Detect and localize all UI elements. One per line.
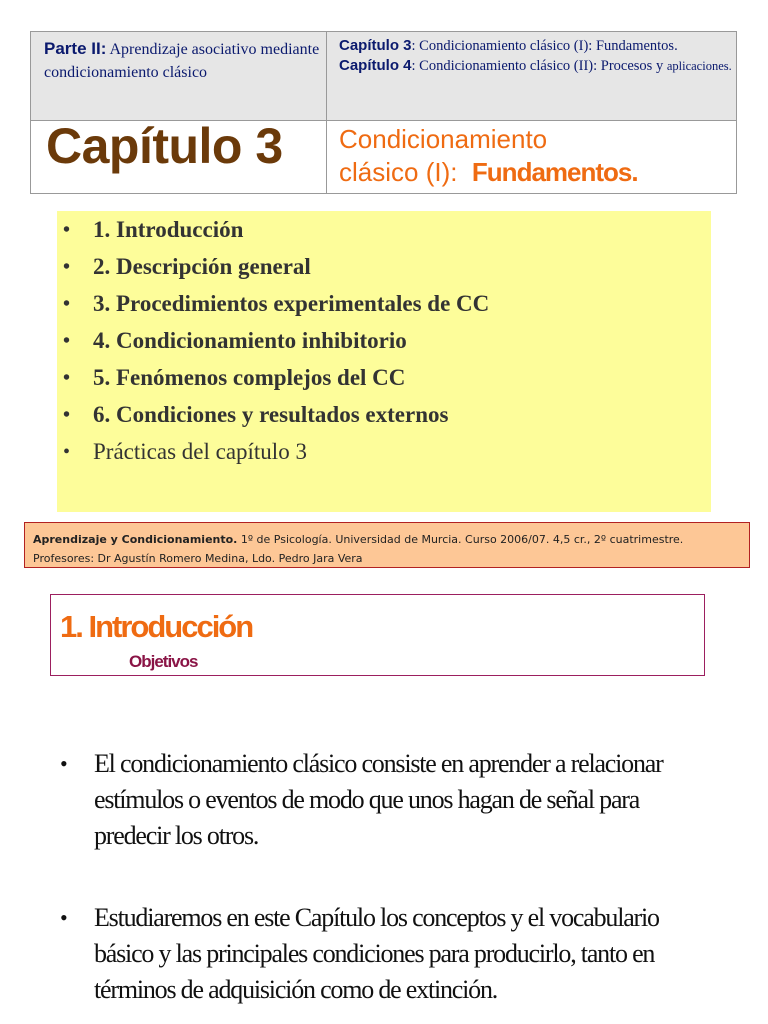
cap4-label: Capítulo 4 — [339, 57, 412, 74]
objective-text-2: Estudiaremos en este Capítulo los conceptos y el vocabulario básico y las principales condiciones para producirlo, tanto en términos de adquisición como de extinción. — [94, 903, 659, 1004]
section-title: 1. Introducción — [60, 609, 253, 644]
parte-cell — [31, 32, 327, 121]
objective-paragraph-2 — [60, 900, 700, 1008]
toc-item[interactable] — [63, 401, 489, 438]
section-header-box — [50, 594, 705, 676]
chapter-number: Capítulo 3 — [46, 118, 283, 174]
chapter-title-line2b: Fundamentos. — [471, 157, 638, 187]
chapter-title-line2a: clásico (I): — [339, 157, 458, 187]
bullet-icon: • — [63, 441, 71, 463]
parte-description: Aprendizaje asociativo mediante condicionamiento clásico — [44, 41, 320, 81]
toc-item-label: 1. Introducción — [93, 217, 244, 242]
course-details: 1º de Psicología. Universidad de Murcia. Curso 2006/07. 4,5 cr., 2º cuatrimestre. — [237, 533, 684, 546]
chapters-reference — [339, 36, 736, 76]
cap3-label: Capítulo 3 — [339, 37, 412, 54]
toc-item-label: 2. Descripción general — [93, 254, 311, 279]
toc-item-label: 3. Procedimientos experimentales de CC — [93, 291, 490, 316]
parte-label: Parte II: — [44, 39, 107, 58]
bullet-icon: • — [63, 404, 71, 426]
toc-list — [63, 216, 489, 475]
header-table — [30, 31, 737, 194]
bullet-icon: • — [63, 256, 71, 278]
bullet-icon: • — [63, 367, 71, 389]
toc-item-label: 6. Condiciones y resultados externos — [93, 402, 449, 427]
toc-item[interactable] — [63, 290, 489, 327]
chapter-title-line1: Condicionamiento — [339, 124, 548, 154]
course-line-2: Profesores: Dr Agustín Romero Medina, Ldo. Pedro Jara Vera — [33, 552, 363, 565]
chapter-number-cell — [31, 118, 327, 193]
toc-item-label: 4. Condicionamiento inhibitorio — [93, 328, 407, 353]
cap4-text: : Condicionamiento clásico (II): Procesos y — [411, 58, 664, 74]
toc-item[interactable] — [63, 327, 489, 364]
section-subtitle: Objetivos — [129, 652, 198, 671]
course-name: Aprendizaje y Condicionamiento. — [33, 533, 238, 546]
toc-item[interactable] — [63, 438, 489, 475]
chapter-title-cell — [327, 121, 736, 193]
bullet-icon: • — [60, 905, 67, 930]
cap3-text: : Condicionamiento clásico (I): Fundamentos. — [411, 38, 678, 54]
objective-text-1: El condicionamiento clásico consiste en aprender a relacionar estímulos o eventos de modo que unos hagan de señal para predecir los otros. — [94, 749, 663, 850]
toc-item[interactable] — [63, 216, 489, 253]
toc-item[interactable] — [63, 364, 489, 401]
bullet-icon: • — [63, 293, 71, 315]
toc-item[interactable] — [63, 253, 489, 290]
toc-item-label: Prácticas del capítulo 3 — [93, 439, 307, 464]
chapter-title — [339, 123, 638, 189]
toc-item-label: 5. Fenómenos complejos del CC — [93, 365, 406, 390]
bullet-icon: • — [63, 330, 71, 352]
parte-text — [44, 37, 326, 84]
course-info-box — [24, 522, 750, 568]
table-of-contents — [57, 211, 711, 512]
chapters-cell — [327, 32, 736, 121]
bullet-icon: • — [60, 751, 67, 776]
bullet-icon: • — [63, 219, 71, 241]
cap4-small: aplicaciones. — [666, 59, 732, 73]
objective-paragraph-1 — [60, 746, 700, 854]
